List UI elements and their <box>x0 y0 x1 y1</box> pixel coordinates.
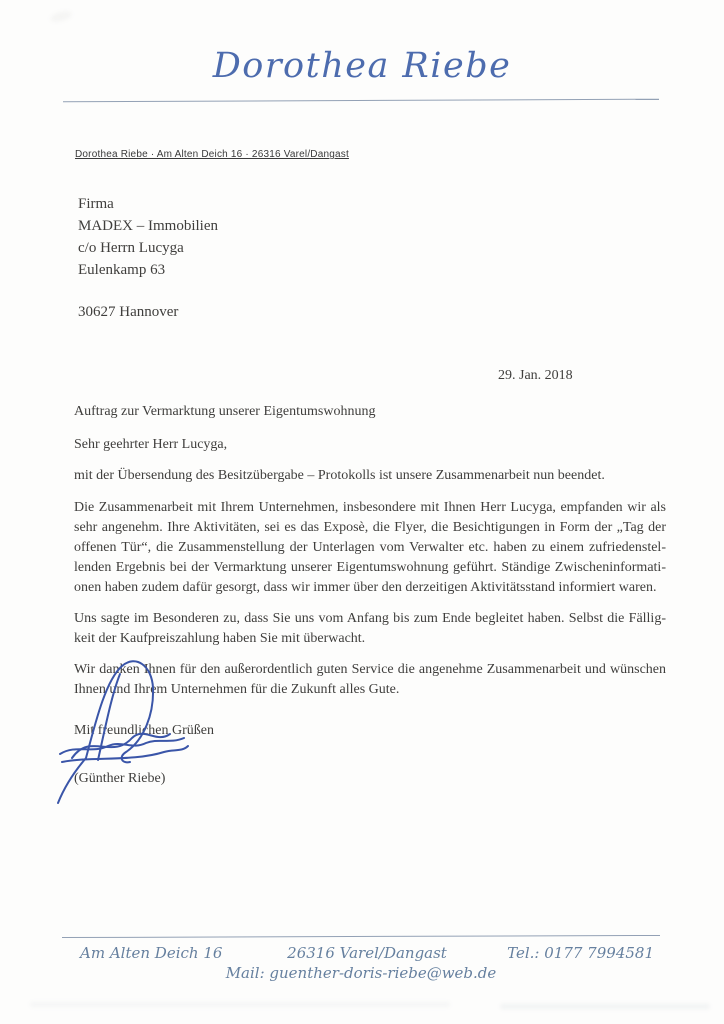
paragraph-support: Uns sagte im Besonderen zu, dass Sie uns vom Anfang bis zum Ende begleitet haben. Selbst die Fälligkeit der Kaufpreiszahlung haben Sie mit überwacht. <box>74 611 666 646</box>
subject-line: Auftrag zur Vermarktung unserer Eigentumswohnung <box>74 404 376 419</box>
recipient-line-street: Eulenkamp 63 <box>78 262 166 278</box>
closing-salute: Mit freundlichen Grüßen <box>74 723 214 738</box>
recipient-line-city: 30627 Hannover <box>78 304 179 320</box>
paragraph-thanks: Wir danken Ihnen für den außerordentlich guten Service die angenehme Zusammenarbeit und wünschen Ihnen und Ihrem Unternehmen für die Zukunft alles Gute. <box>74 662 666 697</box>
footer <box>62 943 660 983</box>
recipient-line-contact: c/o Herrn Lucyga <box>78 240 184 256</box>
paragraph-intro: mit der Übersendung des Besitzübergabe – Protokolls ist unsere Zusammenarbeit nun beendet. <box>74 468 605 483</box>
footer-phone: Tel.: 0177 7994581 <box>507 944 654 962</box>
paragraph-cooperation: Die Zusammenarbeit mit Ihrem Unternehmen, insbesondere mit Ihnen Herr Lucyga, empfanden wir als sehr angenehm. Ihre Aktivitäten, sei es das Exposè, die Flyer, die Besichtigungen in Form der „Tag der offenen Tür“, die Zusammenstellung der Unterlagen vom Verwalter etc. haben zu einem zufriedenstellenden Ergebnis bei der Vermarktung unserer Eigentumswohnung geführt. Ständige Zwischeninformationen haben zudem dafür gesorgt, dass wir immer über den derzeitigen Aktivitätsstand informiert waren. <box>74 500 666 595</box>
letter-body <box>74 366 666 789</box>
sender-return-address: Dorothea Riebe · Am Alten Deich 16 · 26316 Varel/Dangast <box>75 149 349 160</box>
recipient-line-firma: Firma <box>78 196 114 212</box>
salutation: Sehr geehrter Herr Lucyga, <box>74 437 228 452</box>
footer-city: 26316 Varel/Dangast <box>287 944 447 962</box>
letterhead-name: Dorothea Riebe <box>212 46 512 86</box>
footer-email: Mail: guenther-doris-riebe@web.de <box>225 964 497 982</box>
scan-artifact-mark <box>49 9 73 23</box>
letter-date: 29. Jan. 2018 <box>498 368 573 383</box>
recipient-line-company: MADEX – Immobilien <box>78 218 218 234</box>
footer-divider <box>62 935 660 938</box>
signer-name: (Günther Riebe) <box>74 771 166 786</box>
footer-street: Am Alten Deich 16 <box>80 944 223 962</box>
letterhead-divider <box>63 99 659 103</box>
footer-contact-row <box>62 943 660 963</box>
scan-artifact-smudge <box>30 1002 450 1007</box>
scan-artifact-smudge <box>500 1004 710 1009</box>
recipient-address-block <box>78 193 218 323</box>
